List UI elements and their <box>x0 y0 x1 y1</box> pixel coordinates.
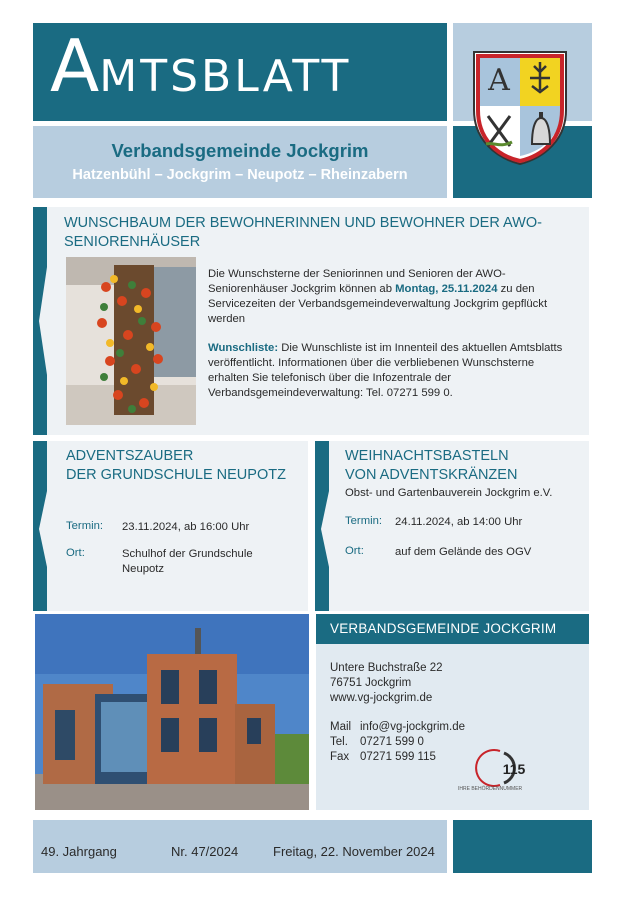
basteln-subtitle: Obst- und Gartenbauverein Jockgrim e.V. <box>345 487 553 499</box>
tel-label: Tel. <box>330 736 348 748</box>
contact-website-link[interactable]: www.vg-jockgrim.de <box>330 692 433 704</box>
advent-title-line-2: DER GRUNDSCHULE NEUPOTZ <box>66 467 286 483</box>
basteln-title-line-1: WEIHNACHTSBASTELN <box>345 448 509 464</box>
advent-termin-value: 23.11.2024, ab 16:00 Uhr <box>122 521 250 533</box>
basteln-ort-label: Ort: <box>345 545 364 557</box>
contact-address <box>330 661 443 706</box>
wishtree-date-highlight: Montag, 25.11.2024 <box>395 283 498 295</box>
advent-title-line-1: ADVENTSZAUBER <box>66 448 194 464</box>
masthead-title <box>50 24 352 108</box>
contact-street: Untere Buchstraße 22 <box>330 662 443 674</box>
mail-link[interactable]: info@vg-jockgrim.de <box>360 721 465 733</box>
footer-accent <box>453 820 592 873</box>
wishtree-paragraph-1 <box>208 267 578 327</box>
wishlist-label: Wunschliste: <box>208 342 279 354</box>
wishtree-text-1b: zu den Servicezeiten der Verbandsgemeindeverwaltung Jockgrim gepflückt werden <box>208 283 548 325</box>
fax-label: Fax <box>330 751 350 763</box>
basteln-title-line-2: VON ADVENTSKRÄNZEN <box>345 467 518 483</box>
masthead-title-initial: A <box>50 24 100 108</box>
mail-label: Mail <box>330 721 352 733</box>
subhead-banner <box>33 126 447 198</box>
footer-issue: Nr. 47/2024 <box>171 844 239 859</box>
contact-city: 76751 Jockgrim <box>330 677 412 689</box>
svg-text:A: A <box>488 63 510 98</box>
wishtree-photo <box>66 257 196 425</box>
basteln-termin-value: 24.11.2024, ab 14:00 Uhr <box>395 516 523 528</box>
advent-ort-value-2: Neupotz <box>122 563 165 575</box>
footer-volume: 49. Jahrgang <box>41 844 117 859</box>
masthead-title-rest: MTSBLATT <box>99 51 352 102</box>
contact-details <box>330 720 465 765</box>
town-hall-photo <box>35 614 309 810</box>
organization-name: Verbandsgemeinde Jockgrim <box>111 140 369 161</box>
wishtree-title: WUNSCHBAUM DER BEWOHNERINNEN UND BEWOHNER DER AWO-SENIORENHÄUSER <box>64 215 542 250</box>
footer-date: Freitag, 22. November 2024 <box>273 844 435 859</box>
basteln-termin-label: Termin: <box>345 515 383 527</box>
coat-of-arms-icon <box>470 48 570 166</box>
wishtree-text-1a: Die Wunschsterne der Seniorinnen und Senioren der AWO-Seniorenhäuser Jockgrim können ab <box>208 268 506 295</box>
wishlist-body: Die Wunschliste ist im Innenteil des aktuellen Amtsblatts veröffentlicht. Informationen über die verbliebenen Wunschsterne erhalten Sie telefonisch über die Infozentrale der Verbandsgemeindeverwaltung: Tel. 07271 599 0. <box>208 342 563 399</box>
section-accent-chevron <box>33 207 47 435</box>
advent-ort-value-1: Schulhof der Grundschule <box>122 548 253 560</box>
hotline-number: 115 <box>502 761 526 777</box>
tel-value: 07271 599 0 <box>360 736 424 748</box>
basteln-ort-value: auf dem Gelände des OGV <box>395 546 532 558</box>
advent-ort-label: Ort: <box>66 547 85 559</box>
advent-termin-label: Termin: <box>66 520 104 532</box>
fax-value: 07271 599 115 <box>360 751 436 763</box>
hotline-caption: IHRE BEHÖRDENNUMMER <box>458 786 523 792</box>
wishtree-paragraph-2 <box>208 341 578 401</box>
contact-heading: VERBANDSGEMEINDE JOCKGRIM <box>316 614 589 644</box>
towns-line: Hatzenbühl – Jockgrim – Neupotz – Rheinzabern <box>72 167 408 183</box>
section-accent-chevron <box>33 441 47 611</box>
hotline-115-logo <box>456 745 546 793</box>
section-accent-chevron <box>315 441 329 611</box>
